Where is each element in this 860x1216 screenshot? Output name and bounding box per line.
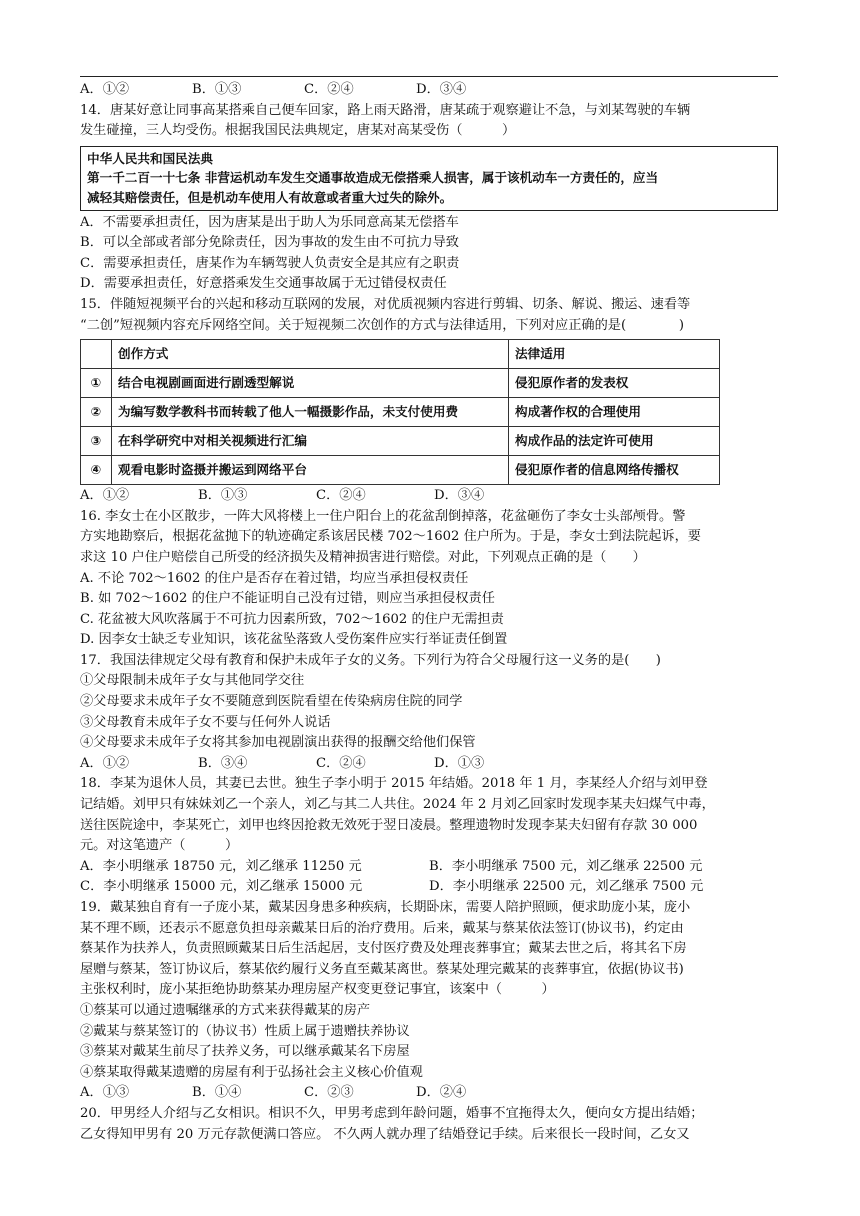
row-number: ③ [81, 427, 112, 456]
option-c: C．李小明继承 15000 元，刘乙继承 15000 元 [80, 879, 363, 895]
q14-stem-line-1: 14．唐某好意让同事高某搭乘自己便车回家，路上雨天路滑，唐某疏于观察避让不急，与刘某驾驶的车辆 [80, 102, 691, 118]
q14-option-b: B．可以全部或者部分免除责任，因为事故的发生由不可抗力导致 [80, 235, 459, 251]
question-16 [80, 507, 778, 651]
question-17 [80, 651, 778, 775]
row-method: 在科学研究中对相关视频进行汇编 [112, 427, 509, 456]
q19-stem-line-4: 屋赠与蔡某，签订协议后，蔡某依约履行义务直至戴某离世。蔡某处理完戴某的丧葬事宜，依据(协议书) [80, 961, 684, 977]
q14-option-a: A．不需要承担责任，因为唐某是出于助人为乐同意高某无偿搭车 [80, 214, 459, 230]
option-c: C．②③ [304, 1085, 354, 1101]
option-d: D．李小明继承 22500 元，刘乙继承 7500 元 [429, 879, 704, 895]
header-rule [80, 76, 778, 77]
q19-stem-line-1: 19．戴某独自育有一子庞小某，戴某因身患多种疾病，长期卧床，需要人陪护照顾，便求助庞小某，庞小 [80, 900, 691, 915]
row-law: 构成作品的法定许可使用 [509, 427, 720, 456]
q13-options [80, 80, 778, 101]
q14-stem-line-2: 发生碰撞，三人均受伤。根据我国民法典规定，唐某对高某受伤（ ） [80, 123, 516, 139]
q16-option-c: C. 花盆被大风吹落属于不可抗力因素所致，702～1602 的住户无需担责 [80, 611, 504, 627]
q16-stem-line-1: 16. 李女士在小区散步，一阵大风将楼上一住户阳台上的花盆刮倒掉落，花盆砸伤了李女士头部颅骨。警 [80, 508, 686, 524]
option-c: C．②④ [316, 755, 366, 771]
question-14 [80, 101, 778, 295]
table-header-law: 法律适用 [509, 340, 720, 369]
q18-options-row-1 [80, 857, 778, 878]
option-b: B．①③ [192, 82, 242, 97]
civil-code-excerpt-box [80, 146, 778, 211]
row-number: ④ [81, 456, 112, 485]
q19-stem-line-2: 某不理不顾，还表示不愿意负担母亲戴某日后的治疗费用。后来，戴某与蔡某依法签订(协议书)，约定由 [80, 920, 684, 936]
law-text-line-2: 减轻其赔偿责任，但是机动车使用人有故意或者重大过失的除外。 [87, 189, 453, 205]
row-method: 结合电视剧画面进行剧透型解说 [112, 369, 509, 398]
q19-item-1: ①蔡某可以通过遗嘱继承的方式来获得戴某的房产 [80, 1002, 371, 1018]
option-b: B．①④ [192, 1085, 242, 1101]
q15-table [80, 339, 720, 485]
q19-item-2: ②戴某与蔡某签订的（协议书）性质上属于遗赠扶养协议 [80, 1023, 410, 1039]
row-law: 侵犯原作者的信息网络传播权 [509, 456, 720, 485]
table-header-method: 创作方式 [112, 340, 509, 369]
q16-option-a: A. 不论 702～1602 的住户是否存在着过错，均应当承担侵权责任 [80, 570, 469, 586]
question-18 [80, 774, 778, 898]
q16-stem-line-3: 求这 10 户住户赔偿自己所受的经济损失及精神损害进行赔偿。对此，下列观点正确的是（ ） [80, 549, 646, 565]
row-law: 侵犯原作者的发表权 [509, 369, 720, 398]
q15-stem-line-2: “二创”短视频内容充斥网络空间。关于短视频二次创作的方式与法律适用，下列对应正确的是( ) [80, 317, 685, 333]
table-row [81, 398, 720, 427]
table-row [81, 427, 720, 456]
question-19 [80, 898, 778, 1104]
q17-stem: 17．我国法律规定父母有教育和保护未成年子女的义务。下列行为符合父母履行这一义务的是( ) [80, 652, 661, 668]
option-c: C．②④ [304, 82, 354, 97]
q17-item-2: ②父母要求未成年子女不要随意到医院看望在传染病房住院的同学 [80, 694, 463, 710]
table-header-row [81, 340, 720, 369]
q18-stem-line-1: 18．李某为退休人员，其妻已去世。独生子李小明于 2015 年结婚。2018 年 1 月，李某经人介绍与刘甲登 [80, 776, 708, 792]
q16-option-d: D. 因李女士缺乏专业知识，该花盆坠落致人受伤案件应实行举证责任倒置 [80, 632, 508, 648]
q19-stem-line-5: 主张权利时，庞小某拒绝协助蔡某办理房屋产权变更登记事宜，该案中（ ） [80, 982, 555, 998]
row-number: ① [81, 369, 112, 398]
q18-stem-line-3: 送往医院途中，李某死亡，刘甲也终因抢救无效死于翌日凌晨。整理遗物时发现李某夫妇留有存款 30 000 [80, 817, 698, 833]
q18-stem-line-4: 元。对这笔遗产（ ） [80, 838, 239, 854]
q14-option-c: C．需要承担责任，唐某作为车辆驾驶人负责安全是其应有之职责 [80, 255, 460, 271]
option-a: A．①② [80, 755, 130, 771]
q17-options [80, 754, 778, 775]
q19-item-3: ③蔡某对戴某生前尽了扶养义务，可以继承戴某名下房屋 [80, 1044, 410, 1060]
question-content [80, 80, 778, 1145]
q15-options [80, 486, 778, 507]
question-20 [80, 1104, 778, 1145]
q19-item-4: ④蔡某取得戴某遗赠的房屋有利于弘扬社会主义核心价值观 [80, 1064, 423, 1080]
q16-option-b: B. 如 702～1602 的住户不能证明自己没有过错，则应当承担侵权责任 [80, 591, 495, 607]
option-b: B．①③ [198, 488, 248, 504]
question-15 [80, 295, 778, 507]
row-method: 观看电影时盗摄并搬运到网络平台 [112, 456, 509, 485]
option-a: A．①② [80, 82, 130, 97]
q19-stem-line-3: 蔡某作为扶养人，负责照顾戴某日后生活起居，支付医疗费及处理丧葬事宜；戴某去世之后，将其名下房 [80, 941, 687, 957]
table-row [81, 369, 720, 398]
q18-stem-line-2: 记结婚。刘甲只有妹妹刘乙一个亲人，刘乙与其二人共住。2024 年 2 月刘乙回家时发现李某夫妇煤气中毒， [80, 797, 715, 813]
law-text-line-1: 第一千二百一十七条 非营运机动车发生交通事故造成无偿搭乘人损害，属于该机动车一方责任的，应当 [87, 170, 659, 186]
option-d: D．③④ [416, 82, 467, 97]
option-a: A．①② [80, 488, 130, 504]
table-header-empty [81, 340, 112, 369]
q15-stem-line-1: 15．伴随短视频平台的兴起和移动互联网的发展，对优质视频内容进行剪辑、切条、解说、搬运、速看等 [80, 296, 691, 312]
row-law: 构成著作权的合理使用 [509, 398, 720, 427]
option-b: B．③④ [198, 755, 248, 771]
option-d: D．③④ [434, 488, 485, 504]
q16-stem-line-2: 方实地勘察后，根据花盆抛下的轨迹确定系该居民楼 702～1602 住户所为。于是，李女士到法院起诉，要 [80, 529, 701, 545]
q17-item-3: ③父母教育未成年子女不要与任何外人说话 [80, 714, 331, 730]
row-method: 为编写数学教科书而转载了他人一幅摄影作品，未支付使用费 [112, 398, 509, 427]
q14-option-d: D．需要承担责任，好意搭乘发生交通事故属于无过错侵权责任 [80, 276, 447, 292]
q18-options-row-2 [80, 877, 778, 898]
option-c: C．②④ [316, 488, 366, 504]
option-d: D．②④ [416, 1085, 467, 1101]
q20-stem-line-1: 20．甲男经人介绍与乙女相识。相识不久，甲男考虑到年龄问题，婚事不宜拖得太久，便向女方提出结婚； [80, 1105, 704, 1121]
option-a: A．①③ [80, 1085, 130, 1101]
table-row [81, 456, 720, 485]
option-d: D．①③ [434, 755, 485, 771]
row-number: ② [81, 398, 112, 427]
option-a: A．李小明继承 18750 元，刘乙继承 11250 元 [80, 858, 362, 874]
law-title: 中华人民共和国民法典 [87, 150, 213, 166]
q17-item-4: ④父母要求未成年子女将其参加电视剧演出获得的报酬交给他们保管 [80, 735, 476, 751]
q20-stem-line-2: 乙女得知甲男有 20 万元存款便满口答应。 不久两人就办理了结婚登记手续。后来很长一段时间，乙女又 [80, 1126, 690, 1142]
q19-options [80, 1083, 778, 1104]
option-b: B．李小明继承 7500 元，刘乙继承 22500 元 [429, 858, 703, 874]
q17-item-1: ①父母限制未成年子女与其他同学交往 [80, 673, 305, 689]
